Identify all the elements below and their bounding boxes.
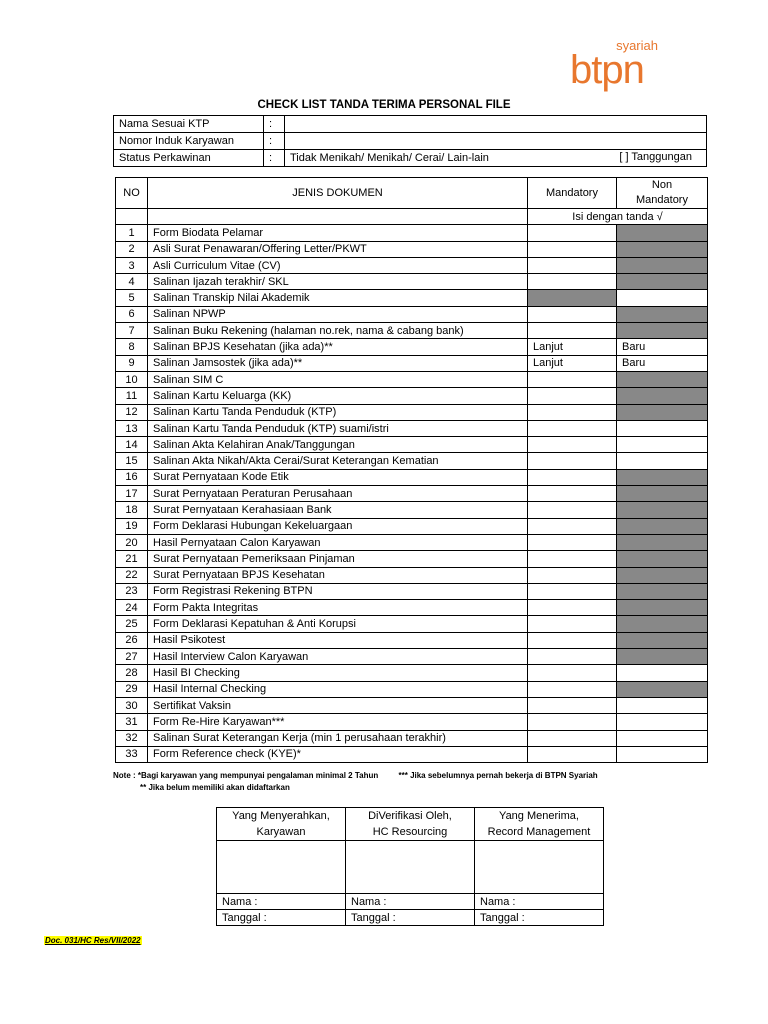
row-document-name: Salinan Kartu Tanda Penduduk (KTP) [148,404,528,420]
row-document-name: Hasil Pernyataan Calon Karyawan [148,534,528,550]
non-mandatory-check-cell[interactable] [617,453,708,469]
row-number: 17 [116,486,148,502]
document-checklist-table [115,177,708,763]
info-label: Nama Sesuai KTP [114,116,264,133]
table-row [116,355,708,371]
mandatory-check-cell[interactable] [528,453,617,469]
non-mandatory-check-cell[interactable]: Baru [617,339,708,355]
info-row-marital-status [114,150,707,167]
table-row [116,290,708,306]
row-number: 22 [116,567,148,583]
note-line-2: ** Jika belum memiliki akan didaftarkan [140,783,290,792]
date-field-verifier[interactable]: Tanggal : [346,910,475,926]
row-number: 14 [116,437,148,453]
mandatory-check-cell[interactable] [528,681,617,697]
row-document-name: Form Pakta Integritas [148,600,528,616]
table-row [116,241,708,257]
table-row [116,714,708,730]
row-number: 28 [116,665,148,681]
table-row [116,583,708,599]
row-document-name: Surat Pernyataan Peraturan Perusahaan [148,486,528,502]
non-mandatory-check-cell[interactable]: Baru [617,355,708,371]
header-jenis-dokumen: JENIS DOKUMEN [148,178,528,209]
table-row [116,469,708,485]
table-row [116,697,708,713]
row-number: 25 [116,616,148,632]
table-row [116,681,708,697]
signature-header-verifier: DiVerifikasi Oleh, [346,808,475,825]
row-number: 13 [116,420,148,436]
signature-date-row [217,910,604,926]
row-document-name: Hasil Interview Calon Karyawan [148,649,528,665]
date-field-receiver[interactable]: Tanggal : [475,910,604,926]
mandatory-check-cell[interactable] [528,746,617,762]
mandatory-check-cell[interactable] [528,502,617,518]
row-number: 5 [116,290,148,306]
non-mandatory-check-cell [617,567,708,583]
non-mandatory-check-cell [617,225,708,241]
info-label: Status Perkawinan [114,150,264,167]
dependents-field: [ ] Tanggungan [619,151,692,163]
instruction-empty-no [116,209,148,225]
non-mandatory-check-cell[interactable] [617,665,708,681]
mandatory-check-cell[interactable] [528,371,617,387]
btpn-syariah-logo [566,38,666,100]
table-row [116,502,708,518]
page-title: CHECK LIST TANDA TERIMA PERSONAL FILE [257,99,511,111]
non-mandatory-check-cell [617,371,708,387]
mandatory-check-cell[interactable] [528,274,617,290]
non-mandatory-check-cell[interactable] [617,697,708,713]
signature-name-row [217,894,604,910]
row-number: 32 [116,730,148,746]
non-mandatory-check-cell[interactable] [617,714,708,730]
mandatory-check-cell[interactable] [528,665,617,681]
mandatory-check-cell[interactable] [528,697,617,713]
row-document-name: Hasil BI Checking [148,665,528,681]
table-row [116,551,708,567]
signature-header-row-2 [217,824,604,841]
mandatory-check-cell[interactable] [528,437,617,453]
table-header-row [116,178,708,209]
table-row [116,730,708,746]
table-row [116,388,708,404]
note-line-1 [113,771,598,780]
table-row [116,453,708,469]
row-document-name: Form Registrasi Rekening BTPN [148,583,528,599]
row-number: 30 [116,697,148,713]
mandatory-check-cell[interactable] [528,632,617,648]
row-document-name: Surat Pernyataan Kode Etik [148,469,528,485]
row-number: 24 [116,600,148,616]
mandatory-check-cell[interactable] [528,567,617,583]
row-document-name: Salinan Transkip Nilai Akademik [148,290,528,306]
row-number: 2 [116,241,148,257]
signature-box-verifier[interactable] [346,841,475,894]
row-number: 23 [116,583,148,599]
info-value-name[interactable] [285,116,707,133]
table-row [116,632,708,648]
row-number: 8 [116,339,148,355]
mandatory-check-cell[interactable] [528,534,617,550]
mandatory-check-cell[interactable] [528,469,617,485]
mandatory-check-cell [528,290,617,306]
row-number: 12 [116,404,148,420]
row-number: 20 [116,534,148,550]
name-field-receiver[interactable]: Nama : [475,894,604,910]
row-number: 16 [116,469,148,485]
date-field-submitter[interactable]: Tanggal : [217,910,346,926]
non-mandatory-check-cell [617,388,708,404]
table-row [116,534,708,550]
non-mandatory-check-cell [617,502,708,518]
row-document-name: Salinan Akta Kelahiran Anak/Tanggungan [148,437,528,453]
row-document-name: Surat Pernyataan Kerahasiaan Bank [148,502,528,518]
row-number: 11 [116,388,148,404]
non-mandatory-check-cell [617,518,708,534]
mandatory-check-cell[interactable] [528,404,617,420]
non-mandatory-check-cell [617,600,708,616]
non-mandatory-check-cell[interactable] [617,420,708,436]
header-non-mandatory [617,178,708,209]
signature-header-submitter: Yang Menyerahkan, [217,808,346,825]
row-document-name: Form Reference check (KYE)* [148,746,528,762]
non-mandatory-check-cell[interactable] [617,290,708,306]
non-mandatory-check-cell [617,274,708,290]
row-document-name: Salinan Buku Rekening (halaman no.rek, nama & cabang bank) [148,323,528,339]
row-number: 7 [116,323,148,339]
table-row [116,616,708,632]
table-row [116,649,708,665]
signature-header-row-1 [217,808,604,825]
row-document-name: Salinan Kartu Tanda Penduduk (KTP) suami/istri [148,420,528,436]
row-number: 31 [116,714,148,730]
row-document-name: Surat Pernyataan BPJS Kesehatan [148,567,528,583]
non-mandatory-check-cell [617,632,708,648]
mandatory-check-cell[interactable] [528,420,617,436]
row-document-name: Surat Pernyataan Pemeriksaan Pinjaman [148,551,528,567]
document-code: Doc. 031/HC Res/VII/2022 [45,936,141,945]
table-row [116,306,708,322]
non-mandatory-check-cell [617,534,708,550]
row-number: 19 [116,518,148,534]
row-document-name: Asli Curriculum Vitae (CV) [148,257,528,273]
mandatory-check-cell[interactable] [528,714,617,730]
name-field-verifier[interactable]: Nama : [346,894,475,910]
table-row [116,323,708,339]
table-row [116,437,708,453]
row-document-name: Salinan SIM C [148,371,528,387]
non-mandatory-check-cell [617,306,708,322]
non-mandatory-check-cell [617,404,708,420]
row-document-name: Salinan Kartu Keluarga (KK) [148,388,528,404]
mandatory-check-cell[interactable] [528,225,617,241]
signature-role-receiver: Record Management [475,824,604,841]
mandatory-check-cell[interactable] [528,388,617,404]
signature-box-submitter[interactable] [217,841,346,894]
non-mandatory-check-cell [617,241,708,257]
mandatory-check-cell[interactable]: Lanjut [528,339,617,355]
signature-box-receiver[interactable] [475,841,604,894]
row-document-name: Form Biodata Pelamar [148,225,528,241]
table-row [116,518,708,534]
signature-table [216,807,604,926]
row-number: 9 [116,355,148,371]
table-row [116,225,708,241]
note-experience: Note : *Bagi karyawan yang mempunyai pengalaman minimal 2 Tahun [113,771,379,780]
table-row [116,746,708,762]
row-document-name: Salinan Jamsostek (jika ada)** [148,355,528,371]
non-mandatory-check-cell [617,551,708,567]
info-colon: : [264,150,285,167]
row-number: 33 [116,746,148,762]
non-mandatory-check-cell[interactable] [617,746,708,762]
info-value-marital-status[interactable] [285,150,707,167]
row-document-name: Salinan BPJS Kesehatan (jika ada)** [148,339,528,355]
mandatory-check-cell[interactable] [528,306,617,322]
instruction-text: Isi dengan tanda √ [528,209,708,225]
marital-status-options: Tidak Menikah/ Menikah/ Cerai/ Lain-lain [290,152,489,164]
table-row [116,371,708,387]
mandatory-check-cell[interactable] [528,257,617,273]
row-number: 26 [116,632,148,648]
row-number: 29 [116,681,148,697]
header-no: NO [116,178,148,209]
mandatory-check-cell[interactable] [528,323,617,339]
row-number: 21 [116,551,148,567]
signature-space-row [217,841,604,894]
mandatory-check-cell[interactable]: Lanjut [528,355,617,371]
mandatory-check-cell[interactable] [528,583,617,599]
mandatory-check-cell[interactable] [528,649,617,665]
mandatory-check-cell[interactable] [528,600,617,616]
table-row [116,257,708,273]
mandatory-check-cell[interactable] [528,486,617,502]
row-document-name: Salinan Ijazah terakhir/ SKL [148,274,528,290]
note-rehire: *** Jika sebelumnya pernah bekerja di BTPN Syariah [398,771,598,780]
logo-brand-text: btpn [570,48,644,92]
non-mandatory-check-cell [617,486,708,502]
row-number: 10 [116,371,148,387]
header-non-mandatory-line1: Non [651,179,673,191]
header-mandatory: Mandatory [528,178,617,209]
info-label: Nomor Induk Karyawan [114,133,264,150]
table-row [116,420,708,436]
row-number: 3 [116,257,148,273]
name-field-submitter[interactable]: Nama : [217,894,346,910]
row-number: 15 [116,453,148,469]
row-document-name: Asli Surat Penawaran/Offering Letter/PKWT [148,241,528,257]
row-document-name: Salinan Surat Keterangan Kerja (min 1 perusahaan terakhir) [148,730,528,746]
row-document-name: Salinan Akta Nikah/Akta Cerai/Surat Keterangan Kematian [148,453,528,469]
mandatory-check-cell[interactable] [528,551,617,567]
non-mandatory-check-cell [617,681,708,697]
non-mandatory-check-cell [617,323,708,339]
table-row [116,274,708,290]
info-row-name [114,116,707,133]
signature-role-submitter: Karyawan [217,824,346,841]
row-number: 4 [116,274,148,290]
signature-role-verifier: HC Resourcing [346,824,475,841]
row-document-name: Hasil Psikotest [148,632,528,648]
non-mandatory-check-cell[interactable] [617,730,708,746]
mandatory-check-cell[interactable] [528,730,617,746]
info-colon: : [264,116,285,133]
row-number: 1 [116,225,148,241]
table-row [116,567,708,583]
info-row-employee-id [114,133,707,150]
table-row [116,404,708,420]
non-mandatory-check-cell [617,257,708,273]
row-document-name: Hasil Internal Checking [148,681,528,697]
row-document-name: Form Deklarasi Kepatuhan & Anti Korupsi [148,616,528,632]
non-mandatory-check-cell [617,469,708,485]
mandatory-check-cell[interactable] [528,241,617,257]
row-document-name: Sertifikat Vaksin [148,697,528,713]
mandatory-check-cell[interactable] [528,518,617,534]
table-row [116,339,708,355]
signature-header-receiver: Yang Menerima, [475,808,604,825]
table-row [116,486,708,502]
instruction-row [116,209,708,225]
row-number: 18 [116,502,148,518]
row-number: 27 [116,649,148,665]
instruction-empty-doc [148,209,528,225]
non-mandatory-check-cell[interactable] [617,437,708,453]
non-mandatory-check-cell [617,616,708,632]
employee-info-table [113,115,707,167]
logo-syariah-text: syariah [616,38,658,53]
row-document-name: Form Deklarasi Hubungan Kekeluargaan [148,518,528,534]
table-row [116,600,708,616]
info-value-employee-id[interactable] [285,133,707,150]
mandatory-check-cell[interactable] [528,616,617,632]
table-row [116,665,708,681]
header-non-mandatory-line2: Mandatory [636,194,688,206]
non-mandatory-check-cell [617,583,708,599]
row-number: 6 [116,306,148,322]
row-document-name: Salinan NPWP [148,306,528,322]
info-colon: : [264,133,285,150]
row-document-name: Form Re-Hire Karyawan*** [148,714,528,730]
non-mandatory-check-cell [617,649,708,665]
